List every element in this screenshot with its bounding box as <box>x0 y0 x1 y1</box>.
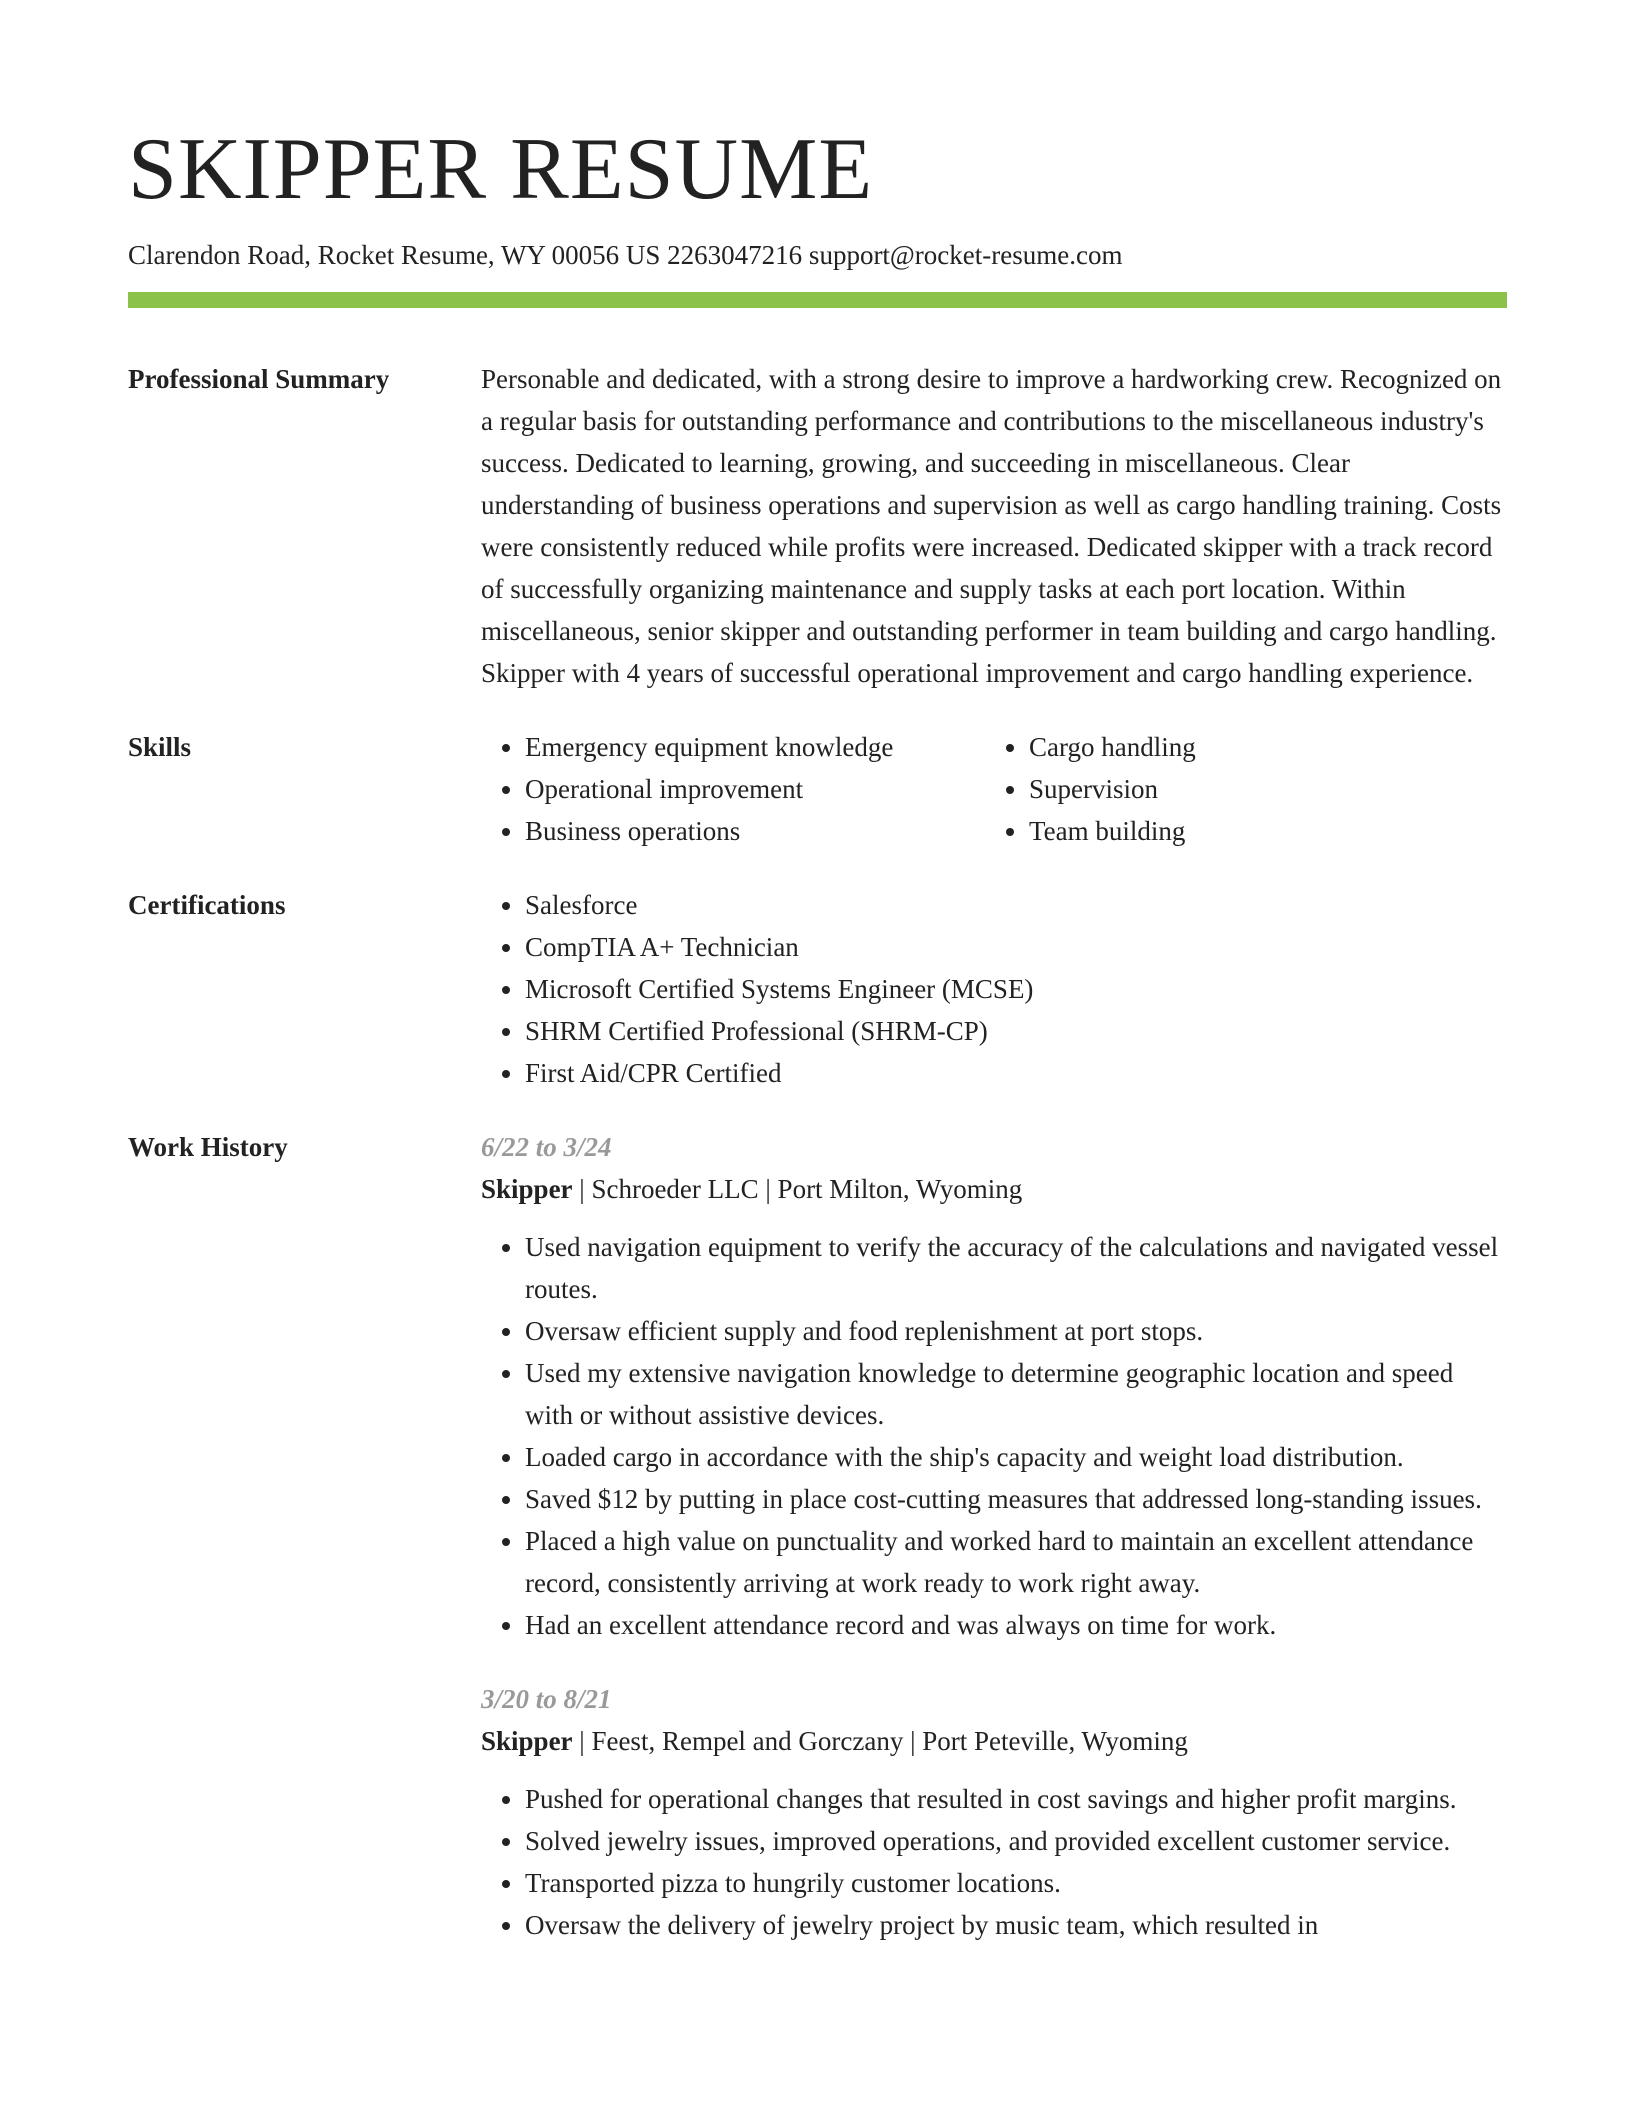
job-bullets <box>481 1226 1507 1646</box>
summary-text: Personable and dedicated, with a strong desire to improve a hardworking crew. Recognized on a regular basis for outstanding performance and contributions to the miscellaneous industry's success. Dedicated to learning, growing, and succeeding in miscellaneous. Clear understanding of business operations and supervision as well as cargo handling training. Costs were consistently reduced while profits were increased. Dedicated skipper with a track record of successfully organizing maintenance and supply tasks at each port location. Within miscellaneous, senior skipper and outstanding performer in team building and cargo handling. Skipper with 4 years of successful operational improvement and cargo handling experience. <box>481 364 1502 688</box>
professional-summary-section <box>128 358 1507 694</box>
job-bullets <box>481 1778 1507 1946</box>
certifications-list <box>481 884 1507 1094</box>
job-dates: 6/22 to 3/24 <box>481 1132 612 1162</box>
job-dates: 3/20 to 8/21 <box>481 1684 612 1714</box>
job-bullet: • Oversaw the delivery of jewelry project by music team, which resulted in <box>525 1904 1507 1946</box>
job-heading <box>481 1168 1507 1210</box>
job-title: Skipper <box>481 1174 573 1204</box>
skills-list-left <box>481 726 985 852</box>
job-bullet: • Transported pizza to hungrily customer locations. <box>525 1862 1507 1904</box>
certification-item: • SHRM Certified Professional (SHRM-CP) <box>525 1010 1507 1052</box>
job-bullet: • Saved $12 by putting in place cost-cutting measures that addressed long-standing issues. <box>525 1478 1507 1520</box>
job-bullet: • Loaded cargo in accordance with the ship's capacity and weight load distribution. <box>525 1436 1507 1478</box>
skills-grid <box>481 726 1507 852</box>
skill-item: • Business operations <box>525 810 985 852</box>
work-history-section <box>128 1126 1507 1946</box>
section-label-skills: Skills <box>128 732 192 762</box>
job-entry <box>481 1678 1507 1946</box>
job-bullet: • Placed a high value on punctuality and worked hard to maintain an excellent attendance record, consistently arriving at work ready to work right away. <box>525 1520 1507 1604</box>
skill-item: • Emergency equipment knowledge <box>525 726 985 768</box>
certification-item: • CompTIA A+ Technician <box>525 926 1507 968</box>
job-title: Skipper <box>481 1726 573 1756</box>
job-bullet: • Had an excellent attendance record and was always on time for work. <box>525 1604 1507 1646</box>
certifications-section <box>128 884 1507 1094</box>
certification-item: • Salesforce <box>525 884 1507 926</box>
certification-item: • First Aid/CPR Certified <box>525 1052 1507 1094</box>
skill-item: • Supervision <box>1029 768 1507 810</box>
resume-page <box>128 120 1507 1946</box>
job-bullet: • Used my extensive navigation knowledge to determine geographic location and speed with or without assistive devices. <box>525 1352 1507 1436</box>
header-divider <box>128 292 1507 308</box>
job-bullet: • Used navigation equipment to verify the accuracy of the calculations and navigated vessel routes. <box>525 1226 1507 1310</box>
section-label-work-history: Work History <box>128 1132 288 1162</box>
certification-item: • Microsoft Certified Systems Engineer (MCSE) <box>525 968 1507 1010</box>
job-bullet: • Oversaw efficient supply and food replenishment at port stops. <box>525 1310 1507 1352</box>
skill-item: • Operational improvement <box>525 768 985 810</box>
certifications-content <box>481 884 1507 1094</box>
job-bullet: • Solved jewelry issues, improved operations, and provided excellent customer service. <box>525 1820 1507 1862</box>
work-history-content <box>481 1126 1507 1946</box>
skill-item: • Team building <box>1029 810 1507 852</box>
contact-line: Clarendon Road, Rocket Resume, WY 00056 US 2263047216 support@rocket-resume.com <box>128 240 1123 270</box>
job-employer-location: | Schroeder LLC | Port Milton, Wyoming <box>572 1174 1023 1204</box>
job-entry <box>481 1126 1507 1646</box>
job-heading <box>481 1720 1507 1762</box>
resume-title: SKIPPER RESUME <box>128 121 874 218</box>
job-bullet: • Pushed for operational changes that resulted in cost savings and higher profit margins. <box>525 1778 1507 1820</box>
skills-section <box>128 726 1507 852</box>
job-employer-location: | Feest, Rempel and Gorczany | Port Peteville, Wyoming <box>572 1726 1188 1756</box>
section-label-summary: Professional Summary <box>128 364 390 394</box>
section-label-certifications: Certifications <box>128 890 286 920</box>
skills-list-right <box>985 726 1507 852</box>
skill-item: • Cargo handling <box>1029 726 1507 768</box>
